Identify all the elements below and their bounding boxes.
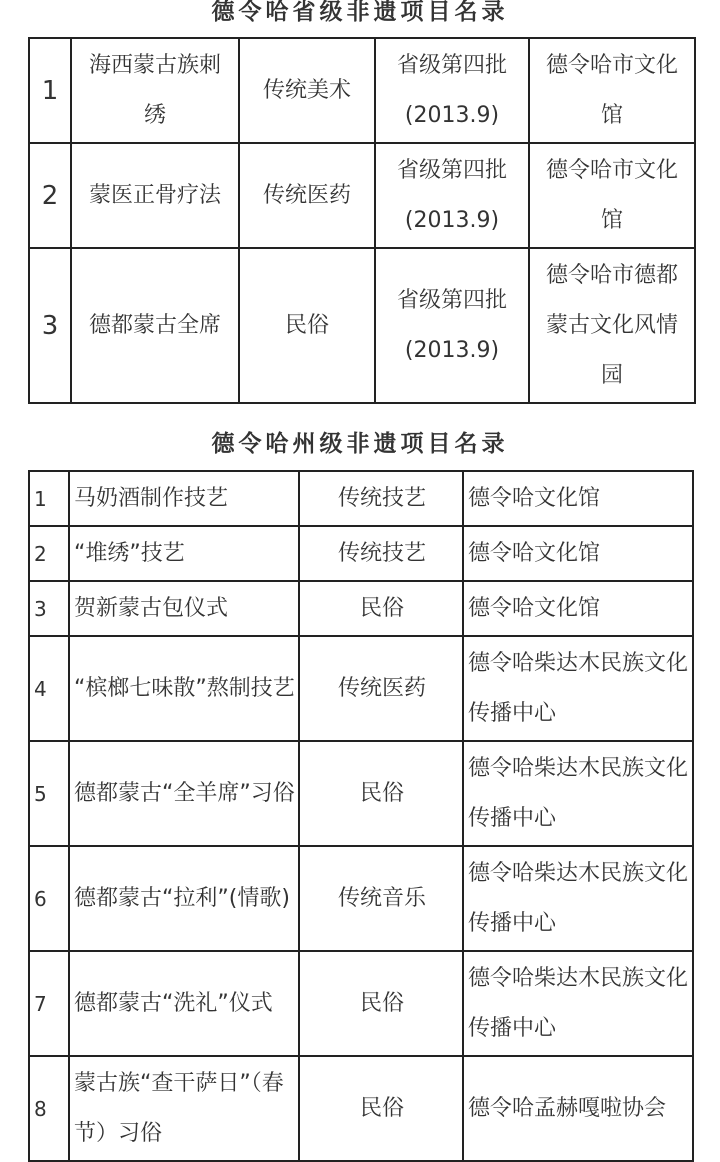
project-batch (375, 38, 529, 143)
protection-unit: 德令哈市文化馆 (529, 38, 695, 143)
table-row (29, 248, 695, 403)
row-number: 1 (29, 471, 69, 526)
project-category: 民俗 (299, 741, 463, 846)
project-name: 德都蒙古全席 (71, 248, 239, 403)
project-category: 民俗 (299, 951, 463, 1056)
batch-label: 省级第四批 (396, 157, 507, 183)
batch-date: (2013.9) (404, 207, 500, 233)
project-name: “堆绣”技艺 (69, 526, 299, 581)
batch-label: 省级第四批 (396, 287, 507, 313)
project-category: 传统医药 (299, 636, 463, 741)
table-row (29, 471, 693, 526)
table-row (29, 741, 693, 846)
row-number: 3 (29, 248, 71, 403)
protection-unit: 德令哈柴达木民族文化传播中心 (463, 951, 693, 1056)
protection-unit: 德令哈文化馆 (463, 526, 693, 581)
row-number: 7 (29, 951, 69, 1056)
project-category: 传统医药 (239, 143, 375, 248)
table-row (29, 38, 695, 143)
table-row (29, 526, 693, 581)
provincial-heritage-table (28, 37, 696, 404)
project-name: 德都蒙古“拉利”(情歌) (69, 846, 299, 951)
table-row (29, 951, 693, 1056)
protection-unit: 德令哈孟赫嘎啦协会 (463, 1056, 693, 1161)
project-batch (375, 248, 529, 403)
batch-date: (2013.9) (404, 337, 500, 363)
table-row (29, 1056, 693, 1161)
table-row (29, 581, 693, 636)
protection-unit: 德令哈市德都蒙古文化风情园 (529, 248, 695, 403)
batch-label: 省级第四批 (396, 52, 507, 78)
protection-unit: 德令哈市文化馆 (529, 143, 695, 248)
protection-unit: 德令哈文化馆 (463, 581, 693, 636)
row-number: 2 (29, 143, 71, 248)
protection-unit: 德令哈柴达木民族文化传播中心 (463, 741, 693, 846)
project-name: 德都蒙古“全羊席”习俗 (69, 741, 299, 846)
protection-unit: 德令哈柴达木民族文化传播中心 (463, 846, 693, 951)
project-category: 传统技艺 (299, 471, 463, 526)
row-number: 5 (29, 741, 69, 846)
project-name: 海西蒙古族刺绣 (71, 38, 239, 143)
project-category: 传统技艺 (299, 526, 463, 581)
protection-unit: 德令哈文化馆 (463, 471, 693, 526)
table-row (29, 143, 695, 248)
project-category: 传统美术 (239, 38, 375, 143)
project-batch (375, 143, 529, 248)
project-name: 蒙医正骨疗法 (71, 143, 239, 248)
project-name: 贺新蒙古包仪式 (69, 581, 299, 636)
row-number: 3 (29, 581, 69, 636)
row-number: 8 (29, 1056, 69, 1161)
project-category: 民俗 (299, 581, 463, 636)
project-category: 民俗 (239, 248, 375, 403)
table-row (29, 636, 693, 741)
row-number: 2 (29, 526, 69, 581)
prefecture-list-title: 德令哈州级非遗项目名录 (211, 431, 509, 457)
project-name: 蒙古族“查干萨日”（春节）习俗 (69, 1056, 299, 1161)
project-category: 传统音乐 (299, 846, 463, 951)
row-number: 6 (29, 846, 69, 951)
table-row (29, 846, 693, 951)
project-name: 德都蒙古“洗礼”仪式 (69, 951, 299, 1056)
batch-date: (2013.9) (404, 102, 500, 128)
row-number: 4 (29, 636, 69, 741)
prefecture-heritage-table (28, 470, 694, 1162)
row-number: 1 (29, 38, 71, 143)
protection-unit: 德令哈柴达木民族文化传播中心 (463, 636, 693, 741)
project-category: 民俗 (299, 1056, 463, 1161)
project-name: “槟榔七味散”熬制技艺 (69, 636, 299, 741)
provincial-list-title: 德令哈省级非遗项目名录 (211, 0, 509, 25)
project-name: 马奶酒制作技艺 (69, 471, 299, 526)
